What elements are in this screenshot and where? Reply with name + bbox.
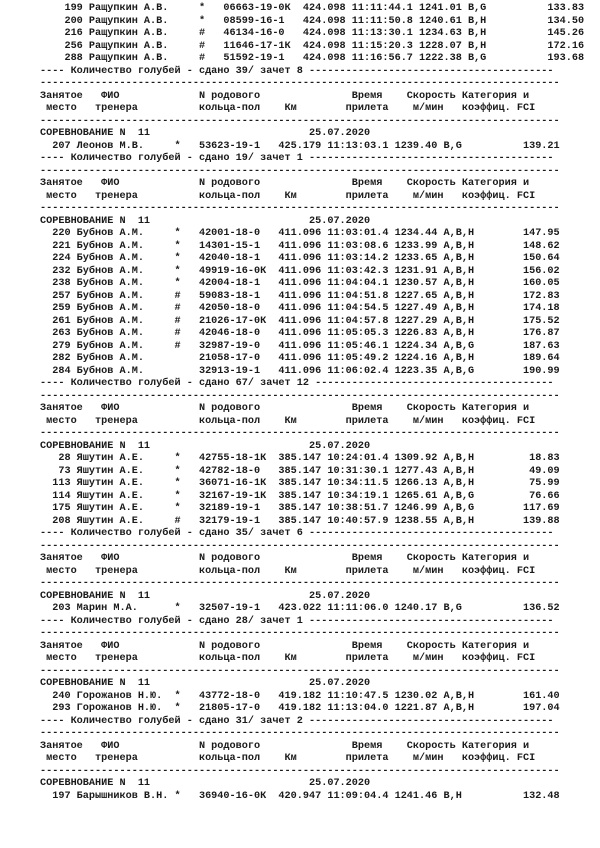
table-header-row-2: место тренера кольца-пол Км прилета м/мин коэффиц. FCI bbox=[40, 753, 536, 764]
result-row: 207 Леонов М.В. * 53623-19-1 425.179 11:13:03.1 1239.40 B,G 139.21 bbox=[40, 140, 560, 152]
result-row: 263 Бубнов А.М. # 42046-18-0 411.096 11:05:05.3 1226.83 A,B,H 176.87 bbox=[40, 328, 560, 339]
result-row: 261 Бубнов А.М. # 21026-17-0К 411.096 11:04:57.8 1227.29 A,B,H 175.52 bbox=[40, 315, 560, 327]
result-row: 216 Ращупкин А.В. # 46134-16-0 424.098 11:13:30.1 1234.63 B,H 145.26 bbox=[40, 28, 585, 39]
table-header-row-1: Занятое ФИО N родового Время Скорость Категория и bbox=[40, 90, 530, 102]
table-header-row-2: место тренера кольца-пол Км прилета м/мин коэффиц. FCI bbox=[40, 653, 536, 664]
result-row: 288 Ращупкин А.В. # 51592-19-1 424.098 11:16:56.7 1222.38 B,G 193.68 bbox=[40, 53, 585, 64]
result-row: 197 Барышников В.Н. * 36940-16-0К 420.947 11:09:04.4 1241.46 B,H 132.48 bbox=[40, 790, 560, 802]
table-header-row-2: место тренера кольца-пол Км прилета м/мин коэффиц. FCI bbox=[40, 103, 536, 114]
competition-heading: СОРЕВНОВАНИЕ N 11 25.07.2020 bbox=[40, 215, 371, 227]
competition-heading: СОРЕВНОВАНИЕ N 11 25.07.2020 bbox=[40, 778, 371, 789]
result-row: 279 Бубнов А.М. # 32987-19-0 411.096 11:05:46.1 1224.34 A,B,G 187.63 bbox=[40, 340, 560, 352]
section-summary: ---- Количество голубей - сдано 67/ зачет 12 --------------------------------------- bbox=[40, 378, 554, 389]
divider-line: ------------------------------------------------------------------------------------- bbox=[40, 78, 560, 89]
result-row: 282 Бубнов А.М. 21058-17-0 411.096 11:05:49.2 1224.16 A,B,H 189.64 bbox=[40, 353, 560, 364]
divider-line: ------------------------------------------------------------------------------------- bbox=[40, 765, 560, 777]
result-row: 257 Бубнов А.М. # 59083-18-1 411.096 11:04:51.8 1227.65 A,B,H 172.83 bbox=[40, 290, 560, 302]
result-row: 203 Марин М.А. * 32507-19-1 423.022 11:11:06.0 1240.17 B,G 136.52 bbox=[40, 603, 560, 614]
table-header-row-2: место тренера кольца-пол Км прилета м/мин коэффиц. FCI bbox=[40, 565, 536, 577]
competition-heading: СОРЕВНОВАНИЕ N 11 25.07.2020 bbox=[40, 678, 371, 689]
section-summary: ---- Количество голубей - сдано 19/ зачет 1 ---------------------------------------- bbox=[40, 153, 554, 164]
divider-line: ------------------------------------------------------------------------------------- bbox=[40, 540, 560, 552]
section-summary: ---- Количество голубей - сдано 39/ зачет 8 ---------------------------------------- bbox=[40, 65, 554, 77]
result-row: 199 Ращупкин А.В. * 06663-19-0К 424.098 11:11:44.1 1241.01 B,G 133.83 bbox=[40, 3, 585, 14]
result-row: 238 Бубнов А.М. * 42004-18-1 411.096 11:04:04.1 1230.57 A,B,H 160.05 bbox=[40, 278, 560, 289]
result-row: 293 Горожанов Н.Ю. * 21805-17-0 419.182 11:13:04.0 1221.87 A,B,H 197.04 bbox=[40, 703, 560, 714]
result-row: 220 Бубнов А.М. * 42001-18-0 411.096 11:03:01.4 1234.44 A,B,H 147.95 bbox=[40, 228, 560, 239]
divider-line: ------------------------------------------------------------------------------------- bbox=[40, 390, 560, 402]
result-row: 175 Яшутин А.Е. * 32189-19-1 385.147 10:38:51.7 1246.99 A,B,G 117.69 bbox=[40, 503, 560, 514]
section-summary: ---- Количество голубей - сдано 28/ зачет 1 ---------------------------------------- bbox=[40, 615, 554, 627]
table-header-row-1: Занятое ФИО N родового Время Скорость Категория и bbox=[40, 740, 530, 752]
divider-line: ------------------------------------------------------------------------------------- bbox=[40, 165, 560, 177]
section-summary: ---- Количество голубей - сдано 35/ зачет 6 ---------------------------------------- bbox=[40, 528, 554, 539]
result-row: 200 Ращупкин А.В. * 08599-16-1 424.098 11:11:50.8 1240.61 B,H 134.50 bbox=[40, 15, 585, 27]
competition-heading: СОРЕВНОВАНИЕ N 11 25.07.2020 bbox=[40, 440, 371, 452]
result-row: 221 Бубнов А.М. * 14301-15-1 411.096 11:03:08.6 1233.99 A,B,H 148.62 bbox=[40, 240, 560, 252]
result-row: 240 Горожанов Н.Ю. * 43772-18-0 419.182 11:10:47.5 1230.02 A,B,H 161.40 bbox=[40, 690, 560, 702]
result-row: 208 Яшутин А.Е. # 32179-19-1 385.147 10:40:57.9 1238.55 A,B,H 139.88 bbox=[40, 515, 560, 527]
result-row: 259 Бубнов А.М. # 42050-18-0 411.096 11:04:54.5 1227.49 A,B,H 174.18 bbox=[40, 303, 560, 314]
result-row: 113 Яшутин А.Е. * 36071-16-1К 385.147 10:34:11.5 1266.13 A,B,H 75.99 bbox=[40, 478, 560, 489]
table-header-row-1: Занятое ФИО N родового Время Скорость Категория и bbox=[40, 640, 530, 652]
result-row: 28 Яшутин А.Е. * 42755-18-1К 385.147 10:24:01.4 1309.92 A,B,H 18.83 bbox=[40, 453, 560, 464]
divider-line: ------------------------------------------------------------------------------------- bbox=[40, 115, 560, 127]
table-header-row-1: Занятое ФИО N родового Время Скорость Категория и bbox=[40, 553, 530, 564]
competition-heading: СОРЕВНОВАНИЕ N 11 25.07.2020 bbox=[40, 590, 371, 602]
result-row: 73 Яшутин А.Е. * 42782-18-0 385.147 10:31:30.1 1277.43 A,B,H 49.09 bbox=[40, 465, 560, 477]
table-header-row-2: место тренера кольца-пол Км прилета м/мин коэффиц. FCI bbox=[40, 415, 536, 427]
divider-line: ------------------------------------------------------------------------------------- bbox=[40, 428, 560, 439]
divider-line: ------------------------------------------------------------------------------------- bbox=[40, 578, 560, 589]
divider-line: ------------------------------------------------------------------------------------- bbox=[40, 665, 560, 677]
result-row: 256 Ращупкин А.В. # 11646-17-1К 424.098 11:15:20.3 1228.07 B,H 172.16 bbox=[40, 40, 585, 52]
result-row: 284 Бубнов А.М. 32913-19-1 411.096 11:06:02.4 1223.35 A,B,G 190.99 bbox=[40, 365, 560, 377]
divider-line: ------------------------------------------------------------------------------------- bbox=[40, 628, 560, 639]
section-summary: ---- Количество голубей - сдано 31/ зачет 2 ---------------------------------------- bbox=[40, 715, 554, 727]
table-header-row-1: Занятое ФИО N родового Время Скорость Категория и bbox=[40, 178, 530, 189]
table-header-row-1: Занятое ФИО N родового Время Скорость Категория и bbox=[40, 403, 530, 414]
table-header-row-2: место тренера кольца-пол Км прилета м/мин коэффиц. FCI bbox=[40, 190, 536, 202]
result-row: 232 Бубнов А.М. * 49919-16-0К 411.096 11:03:42.3 1231.91 A,B,H 156.02 bbox=[40, 265, 560, 277]
result-row: 224 Бубнов А.М. * 42040-18-1 411.096 11:03:14.2 1233.65 A,B,H 150.64 bbox=[40, 253, 560, 264]
result-row: 114 Яшутин А.Е. * 32167-19-1К 385.147 10:34:19.1 1265.61 A,B,G 76.66 bbox=[40, 490, 560, 502]
competition-heading: СОРЕВНОВАНИЕ N 11 25.07.2020 bbox=[40, 128, 371, 139]
divider-line: ------------------------------------------------------------------------------------- bbox=[40, 203, 560, 214]
divider-line: ------------------------------------------------------------------------------------- bbox=[40, 728, 560, 739]
